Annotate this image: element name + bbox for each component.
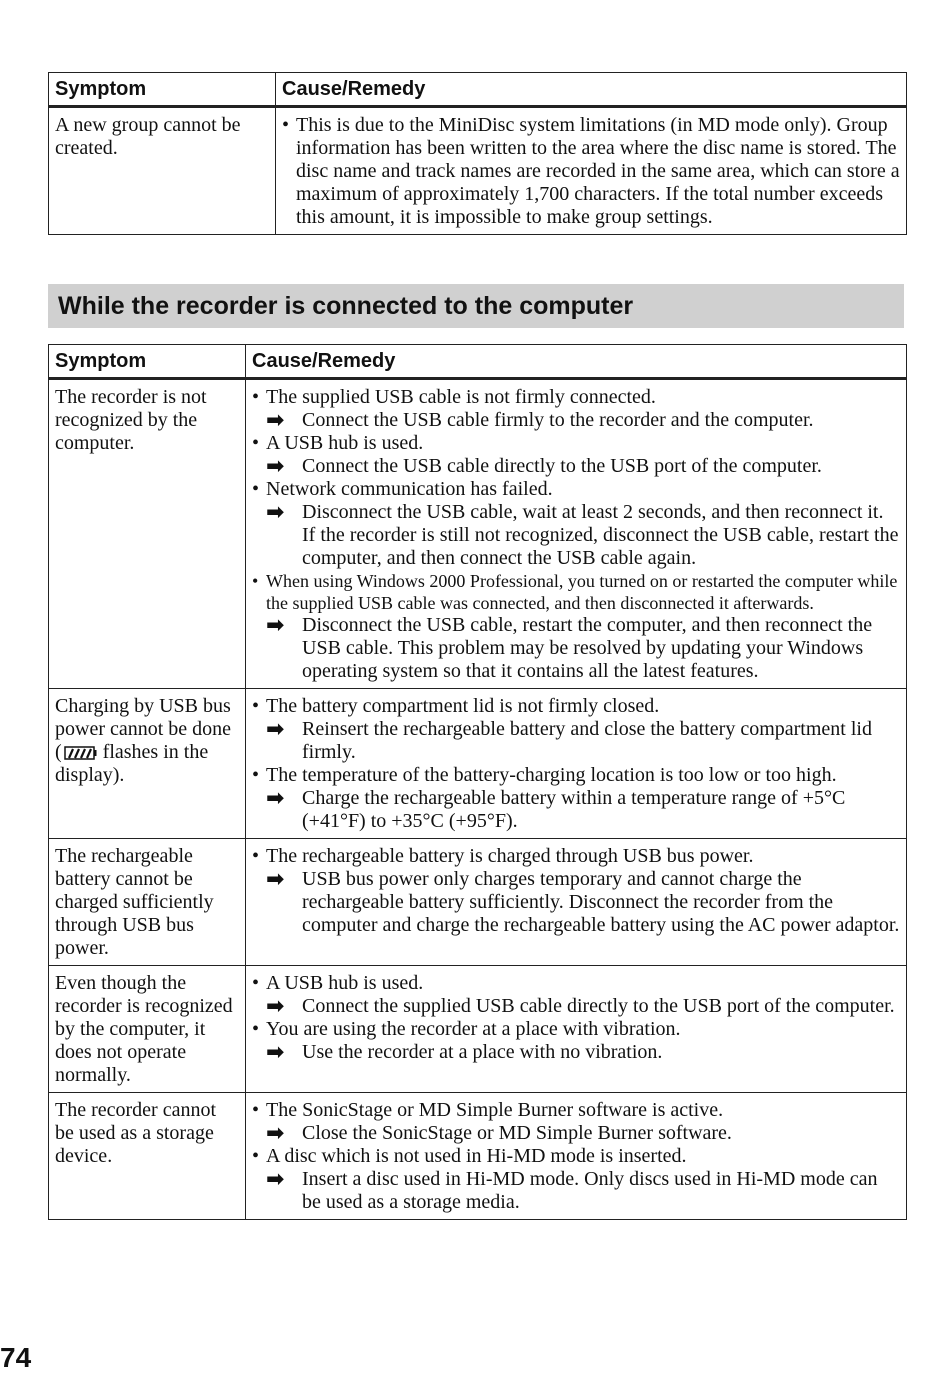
cause-cell <box>246 689 907 839</box>
symptom-cell: The rechargeable battery cannot be charged sufficiently through USB bus power. <box>49 839 246 966</box>
remedy-text: Reinsert the rechargeable battery and close the battery compartment lid firmly. <box>302 718 872 763</box>
right-arrow-icon: ➡ <box>266 994 285 1019</box>
right-arrow-icon: ➡ <box>266 613 285 638</box>
cause-cell <box>246 1093 907 1220</box>
page-number: 74 <box>0 1342 32 1373</box>
section-heading-bar <box>48 284 904 328</box>
right-arrow-icon: ➡ <box>266 717 285 742</box>
remedy-text: Insert a disc used in Hi-MD mode. Only discs used in Hi-MD mode can be used as a storage media. <box>302 1168 878 1213</box>
remedy-item <box>252 1122 900 1145</box>
troubleshooting-table-groups <box>48 72 907 235</box>
cause-item: • The SonicStage or MD Simple Burner software is active. <box>252 1099 900 1122</box>
cause-cell <box>276 107 907 235</box>
table-row <box>49 107 907 235</box>
cause-cell <box>246 966 907 1093</box>
remedy-text: Charge the rechargeable battery within a temperature range of +5°C (+41°F) to +35°C (+95°F). <box>302 787 846 832</box>
section-title: While the recorder is connected to the computer <box>58 292 634 320</box>
cause-item: • A USB hub is used. <box>252 972 900 995</box>
cause-item: • When using Windows 2000 Professional, you turned on or restarted the computer while the supplied USB cable was connected, and then disconnected it afterwards. <box>252 570 900 614</box>
cause-remedy-header: Cause/Remedy <box>246 345 907 379</box>
cause-item: • The supplied USB cable is not firmly connected. <box>252 386 900 409</box>
cause-item: • You are using the recorder at a place with vibration. <box>252 1018 900 1041</box>
symptom-cell: Even though the recorder is recognized by the computer, it does not operate normally. <box>49 966 246 1093</box>
remedy-item <box>252 787 900 833</box>
symptom-cell: A new group cannot be created. <box>49 107 276 235</box>
remedy-item <box>252 868 900 937</box>
table-row <box>49 689 907 839</box>
symptom-cell: The recorder cannot be used as a storage device. <box>49 1093 246 1220</box>
remedy-item <box>252 995 900 1018</box>
cause-item: • A USB hub is used. <box>252 432 900 455</box>
right-arrow-icon: ➡ <box>266 408 285 433</box>
right-arrow-icon: ➡ <box>266 1040 285 1065</box>
remedy-item <box>252 614 900 683</box>
remedy-item <box>252 409 900 432</box>
remedy-item <box>252 501 900 570</box>
remedy-item <box>252 1041 900 1064</box>
cause-item: • The battery compartment lid is not firmly closed. <box>252 695 900 718</box>
remedy-text: Disconnect the USB cable, wait at least 2 seconds, and then reconnect it. If the recorder is still not recognized, disconnect the USB cable, restart the computer, and then connect the USB cable again. <box>302 501 899 569</box>
cause-item: • A disc which is not used in Hi-MD mode is inserted. <box>252 1145 900 1168</box>
table-row <box>49 379 907 689</box>
battery-icon <box>63 746 97 760</box>
right-arrow-icon: ➡ <box>266 1167 285 1192</box>
remedy-text: Connect the USB cable directly to the USB port of the computer. <box>302 455 822 477</box>
symptom-cell: The recorder is not recognized by the computer. <box>49 379 246 689</box>
symptom-cell <box>49 689 246 839</box>
cause-item: • This is due to the MiniDisc system limitations (in MD mode only). Group information has been written to the area where the disc name is stored. The disc name and track names are recorded in the same area, which can store a maximum of approximately 1,700 characters. If the total number exceeds this amount, it is impossible to make group settings. <box>282 114 900 229</box>
remedy-text: Disconnect the USB cable, restart the computer, and then reconnect the USB cable. This problem may be resolved by updating your Windows operating system so that it contains all the latest features. <box>302 614 873 682</box>
table-row <box>49 1093 907 1220</box>
cause-cell <box>246 379 907 689</box>
table-row <box>49 966 907 1093</box>
remedy-text: Connect the USB cable firmly to the recorder and the computer. <box>302 409 814 431</box>
right-arrow-icon: ➡ <box>266 500 285 525</box>
remedy-text: Close the SonicStage or MD Simple Burner software. <box>302 1122 732 1144</box>
remedy-item <box>252 455 900 478</box>
cause-remedy-header: Cause/Remedy <box>276 73 907 107</box>
right-arrow-icon: ➡ <box>266 1121 285 1146</box>
right-arrow-icon: ➡ <box>266 786 285 811</box>
symptom-text: Charging by USB bus power cannot be done ( <box>55 695 232 763</box>
symptom-text: flashes in the display). <box>55 741 209 786</box>
remedy-text: USB bus power only charges temporary and cannot charge the rechargeable battery sufficiently. Disconnect the recorder from the computer and charge the rechargeable battery using the AC power adaptor. <box>302 868 900 936</box>
remedy-item <box>252 718 900 764</box>
remedy-item <box>252 1168 900 1214</box>
cause-item: • Network communication has failed. <box>252 478 900 501</box>
symptom-header: Symptom <box>49 345 246 379</box>
right-arrow-icon: ➡ <box>266 454 285 479</box>
table-row <box>49 839 907 966</box>
cause-item: • The rechargeable battery is charged through USB bus power. <box>252 845 900 868</box>
troubleshooting-table-computer <box>48 344 907 1220</box>
right-arrow-icon: ➡ <box>266 867 285 892</box>
remedy-text: Use the recorder at a place with no vibration. <box>302 1041 663 1063</box>
symptom-header: Symptom <box>49 73 276 107</box>
cause-cell <box>246 839 907 966</box>
cause-item: • The temperature of the battery-charging location is too low or too high. <box>252 764 900 787</box>
remedy-text: Connect the supplied USB cable directly to the USB port of the computer. <box>302 995 895 1017</box>
